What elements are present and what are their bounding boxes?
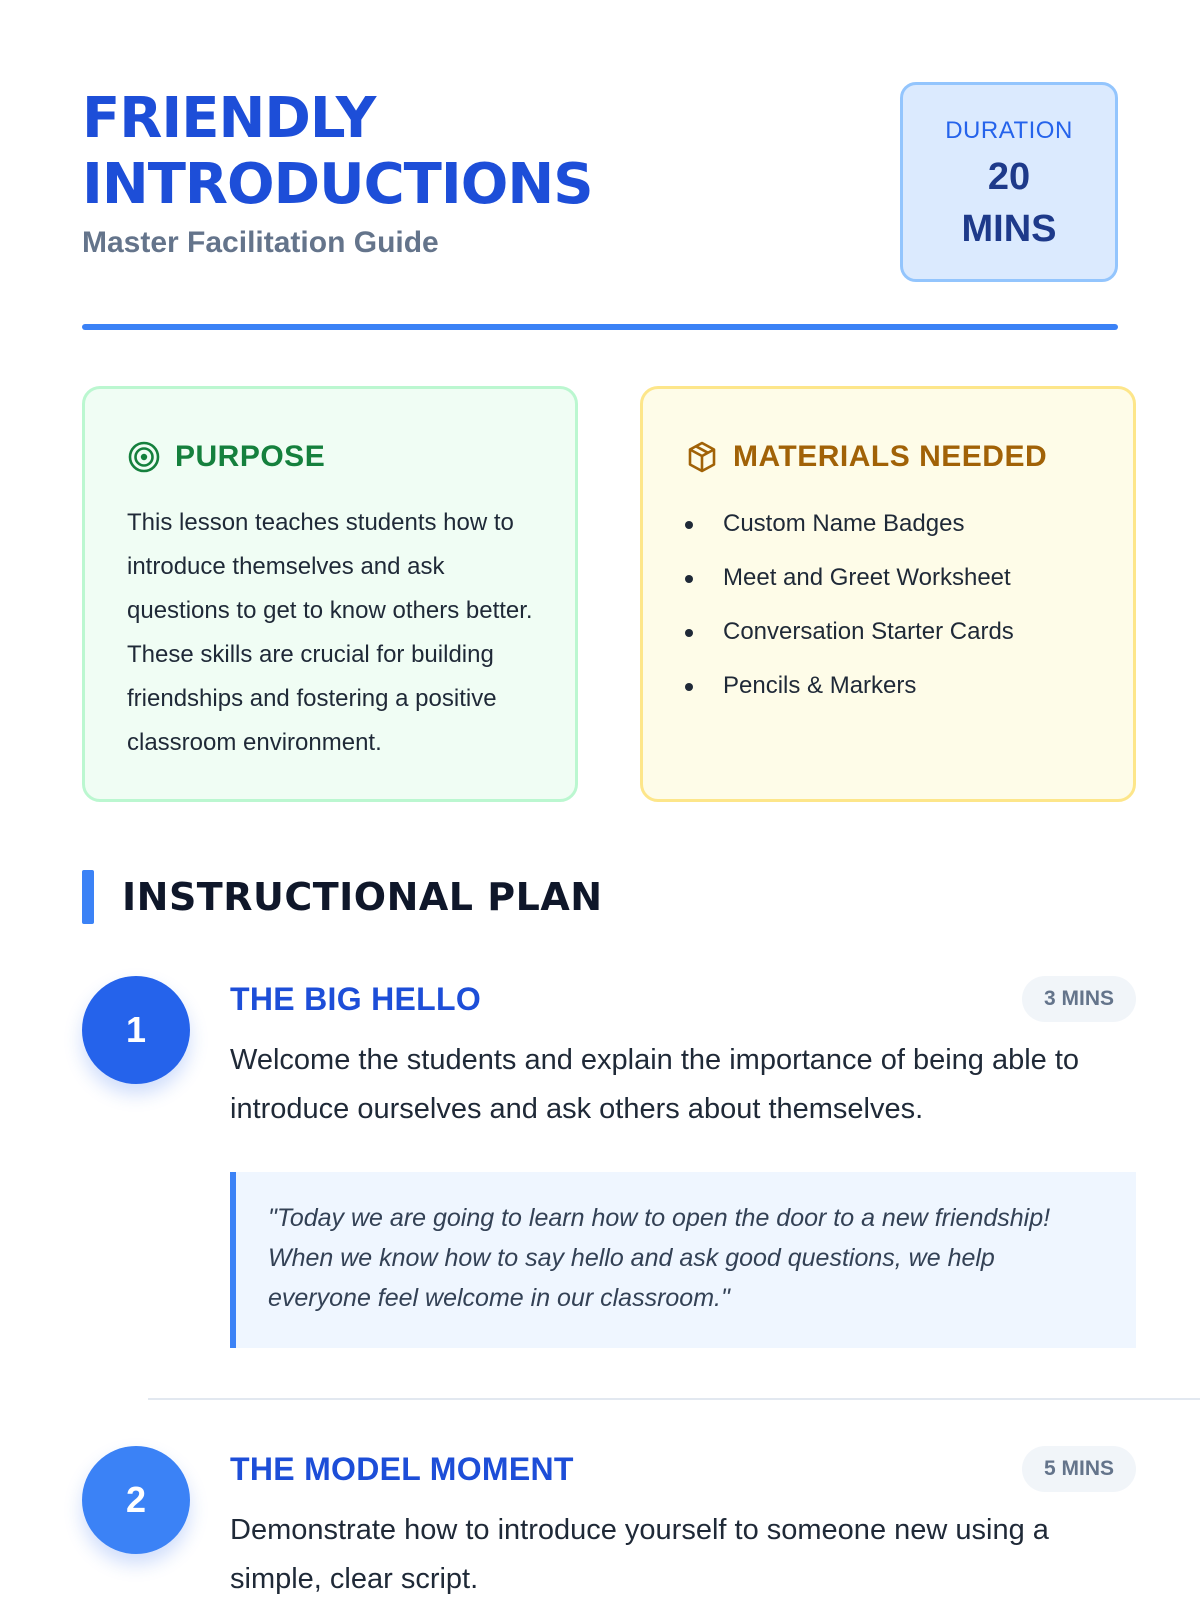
bullet-icon	[685, 629, 693, 637]
material-label: Meet and Greet Worksheet	[723, 564, 1011, 591]
material-label: Custom Name Badges	[723, 510, 965, 537]
title-line-2: INTRODUCTIONS	[82, 152, 593, 217]
purpose-title: PURPOSE	[175, 440, 326, 473]
header-divider	[82, 324, 1118, 330]
bullet-icon	[685, 521, 693, 529]
duration-value	[903, 151, 1115, 255]
package-icon	[685, 440, 719, 474]
bullet-icon	[685, 683, 693, 691]
purpose-text: This lesson teaches students how to introduce themselves and ask questions to get to know others better. These skills are crucial for building friendships and fostering a positive classroom environment.	[127, 509, 533, 756]
step-body	[230, 976, 1136, 1348]
page-subtitle: Master Facilitation Guide	[82, 226, 439, 259]
materials-card	[640, 386, 1136, 802]
step-description: Demonstrate how to introduce yourself to someone new using a simple, clear script.	[230, 1514, 1049, 1595]
target-icon	[127, 440, 161, 474]
step-title: THE BIG HELLO	[230, 981, 482, 1017]
purpose-header	[127, 437, 533, 477]
materials-title: MATERIALS NEEDED	[733, 440, 1048, 473]
title-line-1: FRIENDLY	[82, 86, 376, 151]
step-time-badge: 3 MINS	[1022, 976, 1136, 1022]
info-cards	[82, 386, 1136, 802]
step-script-quote: "Today we are going to learn how to open the door to a new friendship! When we know how to say hello and ask good questions, we help everyone feel welcome in our classroom."	[230, 1172, 1136, 1348]
step-title: THE MODEL MOMENT	[230, 1451, 574, 1487]
duration-number: 20	[987, 156, 1031, 198]
step-description: Welcome the students and explain the importance of being able to introduce ourselves and ask others about themselves.	[230, 1044, 1080, 1125]
list-item	[685, 605, 1091, 659]
duration-badge	[900, 82, 1118, 282]
list-item	[685, 551, 1091, 605]
header	[82, 0, 1118, 330]
purpose-card	[82, 386, 578, 802]
material-label: Pencils & Markers	[723, 672, 917, 699]
bullet-icon	[685, 575, 693, 583]
list-item	[685, 659, 1091, 713]
step-number-badge: 2	[82, 1446, 190, 1554]
step-body	[230, 1446, 1136, 1600]
step-divider	[148, 1398, 1200, 1400]
step-time-badge: 5 MINS	[1022, 1446, 1136, 1492]
section-heading	[82, 870, 603, 924]
material-label: Conversation Starter Cards	[723, 618, 1014, 645]
list-item	[685, 497, 1091, 551]
step-number-badge: 1	[82, 976, 190, 1084]
section-accent-bar	[82, 870, 94, 924]
page-title	[82, 86, 593, 218]
materials-list	[685, 497, 1091, 713]
duration-label: DURATION	[945, 117, 1073, 144]
section-title: INSTRUCTIONAL PLAN	[122, 875, 603, 919]
duration-unit: MINS	[961, 208, 1057, 250]
materials-header	[685, 437, 1091, 477]
